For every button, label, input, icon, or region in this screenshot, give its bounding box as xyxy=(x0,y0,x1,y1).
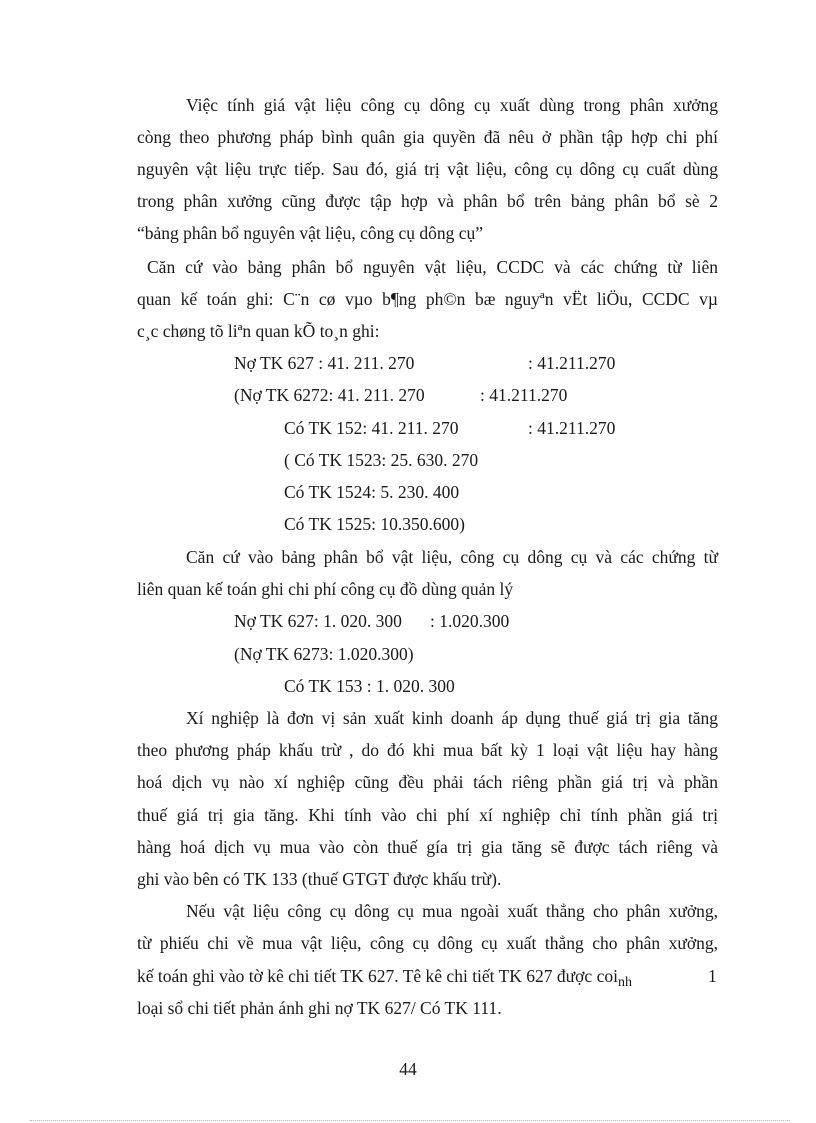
para3-line1: Căn cứ vào bảng phân bổ vật liệu, công cụ dông cụ và các chứng từ xyxy=(186,547,718,567)
para5-line2: từ phiếu chi về mua vật liệu, công cụ dông cụ xuất thẳng cho phân xưởng, xyxy=(137,933,718,953)
para2-line3: c¸c chøng tõ liªn quan kÕ to¸n ghi: xyxy=(137,321,380,341)
entry-co-tk1523: ( Có TK 1523: 25. 630. 270 xyxy=(284,450,479,470)
entry-no-tk627: Nợ TK 627 : 41. 211. 270 xyxy=(234,353,415,373)
para3-line2: liên quan kế toán ghi chi phí công cụ đồ dùng quản lý xyxy=(137,579,514,599)
page-number: 44 xyxy=(399,1059,417,1079)
entry-co-tk152: Có TK 152: 41. 211. 270 xyxy=(284,418,459,438)
para5-line3 xyxy=(137,965,632,990)
para4-line4: thuế giá trị gia tăng. Khi tính vào chi phí xí nghiệp chỉ tính phần giá trị xyxy=(137,805,718,825)
para4-line3: hoá dịch vụ nào xí nghiệp cũng đều phải tách riêng phần giá trị và phần xyxy=(137,772,718,792)
para1-line1: Việc tính giá vật liệu công cụ dông cụ xuất dùng trong phân xưởng xyxy=(186,95,718,115)
entry2-no-tk6273: (Nợ TK 6273: 1.020.300) xyxy=(234,644,414,664)
para5-line3-sub: nh xyxy=(617,975,632,990)
entry-co-tk1525: Có TK 1525: 10.350.600) xyxy=(284,514,465,534)
para4-line6: ghi vào bên có TK 133 (thuế GTGT được khấu trừ). xyxy=(137,869,502,889)
entry-co-tk1524: Có TK 1524: 5. 230. 400 xyxy=(284,482,460,502)
entry2-co-tk153: Có TK 153 : 1. 020. 300 xyxy=(284,676,455,696)
entry2-no-tk627-amount: : 1.020.300 xyxy=(430,611,510,631)
para5-line3-end: 1 xyxy=(708,966,717,986)
para4-line2: theo phương pháp khấu trừ , do đó khi mua bất kỳ 1 loại vật liệu hay hàng xyxy=(137,740,718,760)
footer-rule xyxy=(30,1120,790,1121)
entry-no-tk627-amount: : 41.211.270 xyxy=(528,353,616,373)
entry-co-tk152-amount: : 41.211.270 xyxy=(528,418,616,438)
para4-line5: hàng hoá dịch vụ mua vào còn thuế gía trị gia tăng sẽ được tách riêng và xyxy=(137,837,718,857)
para5-line3-text: kế toán ghi vào tờ kê chi tiết TK 627. Tê kê chi tiết TK 627 được coi xyxy=(137,966,618,986)
para1-line4: trong phân xưởng cũng được tập hợp và phân bổ trên bảng phân bổ sè 2 xyxy=(137,191,718,211)
para4-line1: Xí nghiệp là đơn vị sản xuất kinh doanh áp dụng thuế giá trị gia tăng xyxy=(186,708,718,728)
para1-line2: còng theo phương pháp bình quân gia quyền đã nêu ở phần tập hợp chi phí xyxy=(137,127,718,147)
para1-line3: nguyên vật liệu trực tiếp. Sau đó, giá trị vật liệu, công cụ dông cụ cuất dùng xyxy=(137,159,718,179)
entry-no-tk6272: (Nợ TK 6272: 41. 211. 270 xyxy=(234,385,425,405)
entry2-no-tk627: Nợ TK 627: 1. 020. 300 xyxy=(234,611,402,631)
para2-line1: Căn cứ vào bảng phân bổ nguyên vật liệu, CCDC và các chứng từ liên xyxy=(147,257,718,277)
entry-no-tk6272-amount: : 41.211.270 xyxy=(480,385,568,405)
para5-line1: Nếu vật liệu công cụ dông cụ mua ngoài xuất thẳng cho phân xưởng, xyxy=(186,901,718,921)
para5-line4: loại sổ chi tiết phản ánh ghi nợ TK 627/ Có TK 111. xyxy=(137,998,502,1018)
para1-line5: “bảng phân bổ nguyên vật liệu, công cụ dông cụ” xyxy=(137,223,484,243)
para2-line2: quan kế toán ghi: C¨n cø vµo b¶ng ph©n bæ nguyªn vËt liÖu, CCDC vµ xyxy=(137,289,718,309)
